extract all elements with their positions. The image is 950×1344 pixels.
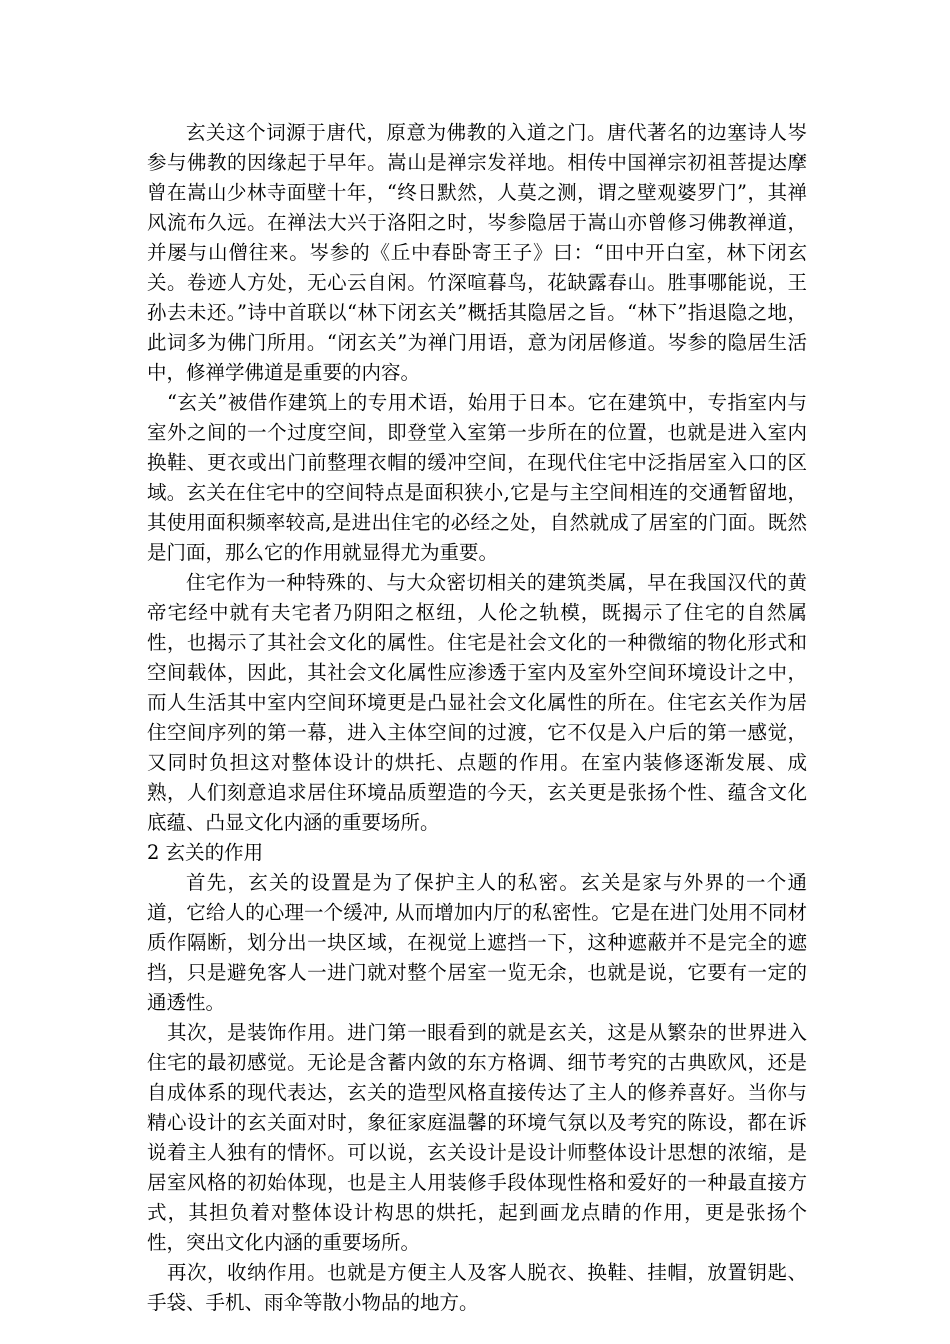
paragraph-origin-of-xuanguan: 玄关这个词源于唐代，原意为佛教的入道之门。唐代著名的边塞诗人岑参与佛教的因缘起于早年。嵩山是禅宗发祥地。相传中国禅宗初祖菩提达摩曾在嵩山少林寺面壁十年，“终日默然，人莫之测，谓之壁观婆罗门”，其禅风流布久远。在禅法大兴于洛阳之时，岑参隐居于嵩山亦曾修习佛教禅道，并屡与山僧往来。岑参的《丘中春卧寄王子》曰：“田中开白室，林下闭玄关。卷迹人方处，无心云自闲。竹深喧暮鸟，花缺露春山。胜事哪能说，王孙去未还。”诗中首联以“林下闭玄关”概括其隐居之旨。“林下”指退隐之地，此词多为佛门所用。“闭玄关”为禅门用语，意为闭居修道。岑参的隐居生活中，修禅学佛道是重要的内容。 <box>147 121 807 384</box>
paragraph-storage-function: 再次，收纳作用。也就是方便主人及客人脱衣、换鞋、挂帽，放置钥匙、手袋、手机、雨伞等散小物品的地方。 <box>147 1261 807 1314</box>
document-body <box>147 118 807 1318</box>
paragraph-architectural-term: “玄关”被借作建筑上的专用术语，始用于日本。它在建筑中，专指室内与室外之间的一个过度空间，即登堂入室第一步所在的位置，也就是进入室内换鞋、更衣或出门前整理衣帽的缓冲空间，在现代住宅中泛指居室入口的区域。玄关在住宅中的空间特点是面积狭小,它是与主空间相连的交通暂留地，其使用面积频率较高,是进出住宅的必经之处，自然就成了居室的门面。既然是门面，那么它的作用就显得尤为重要。 <box>147 391 807 564</box>
section-heading: 2 玄关的作用 <box>147 841 264 864</box>
paragraph-residence-culture: 住宅作为一种特殊的、与大众密切相关的建筑类属，早在我国汉代的黄帝宅经中就有夫宅者乃阴阳之枢纽，人伦之轨模，既揭示了住宅的自然属性，也揭示了其社会文化的属性。住宅是社会文化的一种微缩的物化形式和空间载体，因此，其社会文化属性应渗透于室内及室外空间环境设计之中，而人生活其中室内空间环境更是凸显社会文化属性的所在。住宅玄关作为居住空间序列的第一幕，进入主体空间的过渡，它不仅是入户后的第一感觉，又同时负担这对整体设计的烘托、点题的作用。在室内装修逐渐发展、成熟，人们刻意追求居住环境品质塑造的今天，玄关更是张扬个性、蕴含文化底蕴、凸显文化内涵的重要场所。 <box>147 571 807 834</box>
paragraph-decoration-function: 其次，是装饰作用。进门第一眼看到的就是玄关，这是从繁杂的世界进入住宅的最初感觉。无论是含蓄内敛的东方格调、细节考究的古典欧风，还是自成体系的现代表达，玄关的造型风格直接传达了主人的修养喜好。当你与精心设计的玄关面对时，象征家庭温馨的环境气氛以及考究的陈设，都在诉说着主人独有的情怀。可以说，玄关设计是设计师整体设计思想的浓缩，是居室风格的初始体现，也是主人用装修手段体现性格和爱好的一种最直接方式，其担负着对整体设计构思的烘托，起到画龙点睛的作用，更是张扬个性，突出文化内涵的重要场所。 <box>147 1021 807 1254</box>
paragraph-privacy-function: 首先，玄关的设置是为了保护主人的私密。玄关是家与外界的一个通道，它给人的心理一个缓冲, 从而增加内厅的私密性。它是在进门处用不同材质作隔断，划分出一块区域，在视觉上遮挡一下，这种遮蔽并不是完全的遮挡，只是避免客人一进门就对整个居室一览无余，也就是说，它要有一定的通透性。 <box>147 871 807 1014</box>
